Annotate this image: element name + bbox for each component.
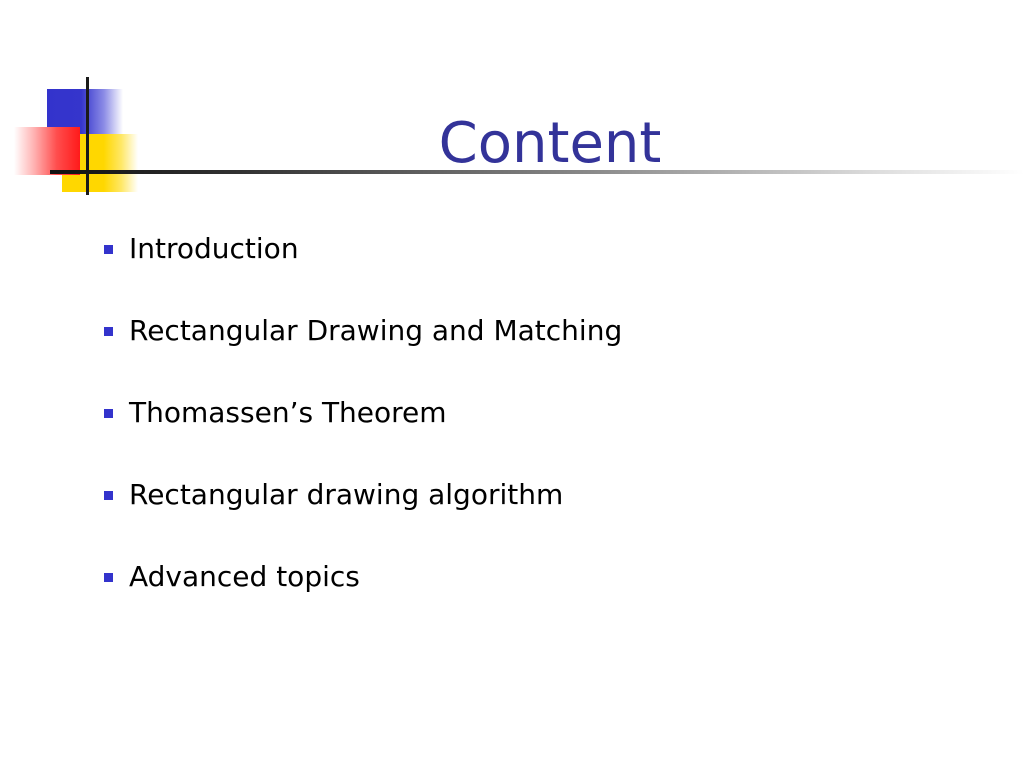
bullet-item (104, 308, 622, 390)
decorative-red-square (14, 127, 80, 175)
slide-title: Content (438, 111, 662, 176)
bullet-list (104, 226, 622, 636)
square-bullet-icon (104, 245, 113, 254)
bullet-item (104, 554, 622, 636)
bullet-item (104, 390, 622, 472)
bullet-item (104, 226, 622, 308)
bullet-item (104, 472, 622, 554)
bullet-text: Advanced topics (129, 560, 360, 593)
bullet-text: Thomassen’s Theorem (129, 396, 447, 429)
square-bullet-icon (104, 573, 113, 582)
bullet-text: Introduction (129, 232, 299, 265)
square-bullet-icon (104, 327, 113, 336)
bullet-text: Rectangular drawing algorithm (129, 478, 564, 511)
decorative-vertical-line (86, 77, 89, 195)
square-bullet-icon (104, 491, 113, 500)
square-bullet-icon (104, 409, 113, 418)
bullet-text: Rectangular Drawing and Matching (129, 314, 623, 347)
